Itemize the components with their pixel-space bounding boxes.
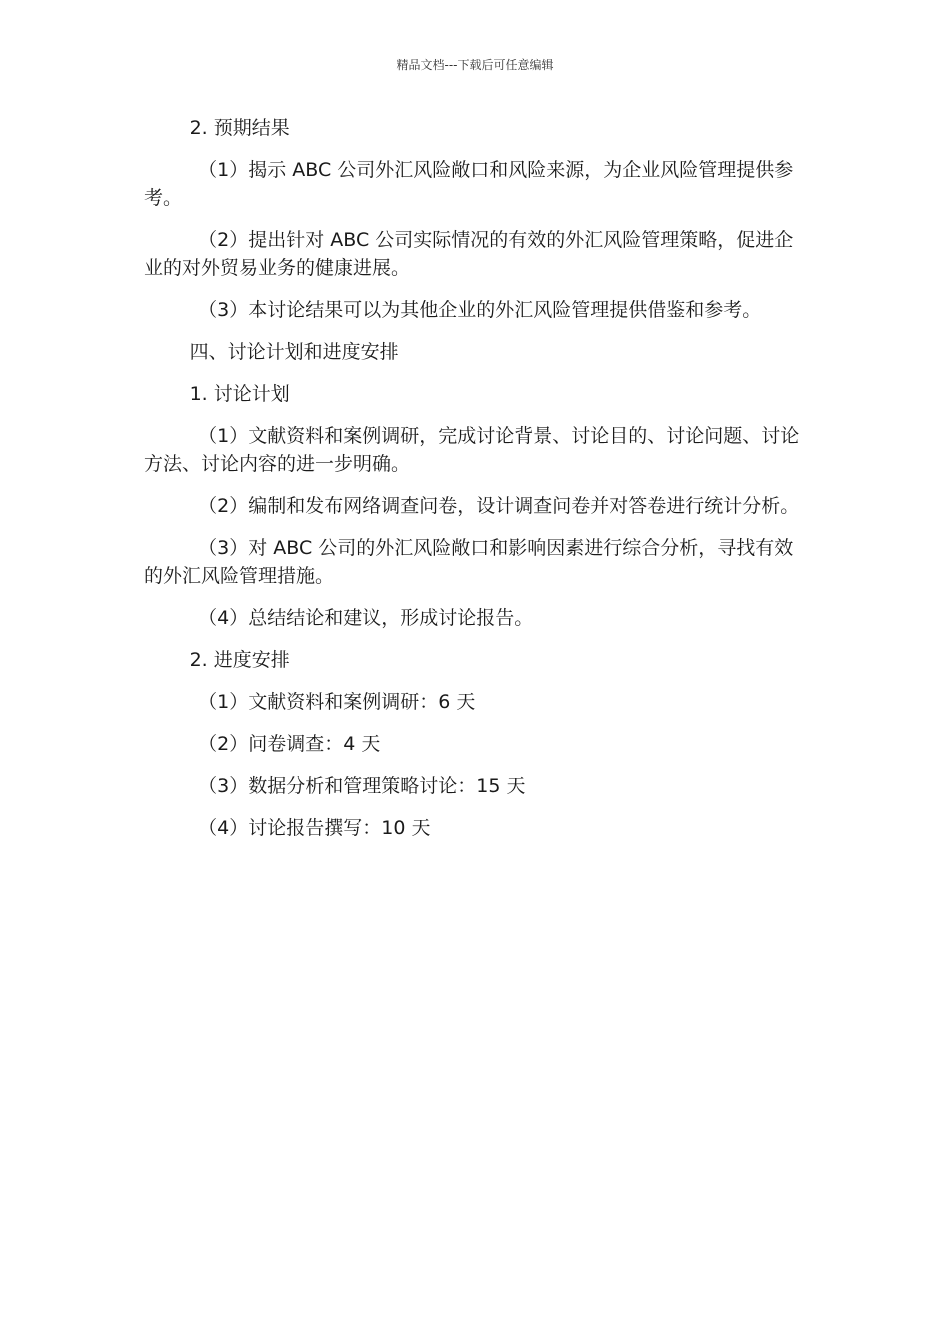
section-heading-research-plan: 1. 讨论计划: [189, 383, 290, 405]
section-heading-schedule: 2. 进度安排: [189, 649, 290, 671]
schedule-item: （2）问卷调查：4 天: [198, 733, 381, 755]
list-item: （1）文献资料和案例调研，完成讨论背景、讨论目的、讨论问题、讨论方法、讨论内容的进一步明确。: [144, 425, 800, 475]
list-item: （2）编制和发布网络调查问卷，设计调查问卷并对答卷进行统计分析。: [198, 495, 800, 517]
schedule-item: （1）文献资料和案例调研：6 天: [198, 691, 476, 713]
document-body: [144, 114, 808, 856]
list-item: （1）揭示 ABC 公司外汇风险敞口和风险来源，为企业风险管理提供参考。: [144, 159, 794, 209]
section-heading-expected-results: 2. 预期结果: [189, 117, 290, 139]
schedule-item: （3）数据分析和管理策略讨论：15 天: [198, 775, 526, 797]
list-item: （4）总结结论和建议，形成讨论报告。: [198, 607, 534, 629]
page-header: 精品文档---下载后可任意编辑: [396, 58, 554, 72]
schedule-item: （4）讨论报告撰写：10 天: [198, 817, 431, 839]
list-item: （3）对 ABC 公司的外汇风险敞口和影响因素进行综合分析，寻找有效的外汇风险管理措施。: [144, 537, 794, 587]
section-heading-plan-schedule: 四、讨论计划和进度安排: [189, 341, 399, 363]
list-item: （2）提出针对 ABC 公司实际情况的有效的外汇风险管理策略，促进企业的对外贸易业务的健康进展。: [144, 229, 794, 279]
list-item: （3）本讨论结果可以为其他企业的外汇风险管理提供借鉴和参考。: [198, 299, 762, 321]
